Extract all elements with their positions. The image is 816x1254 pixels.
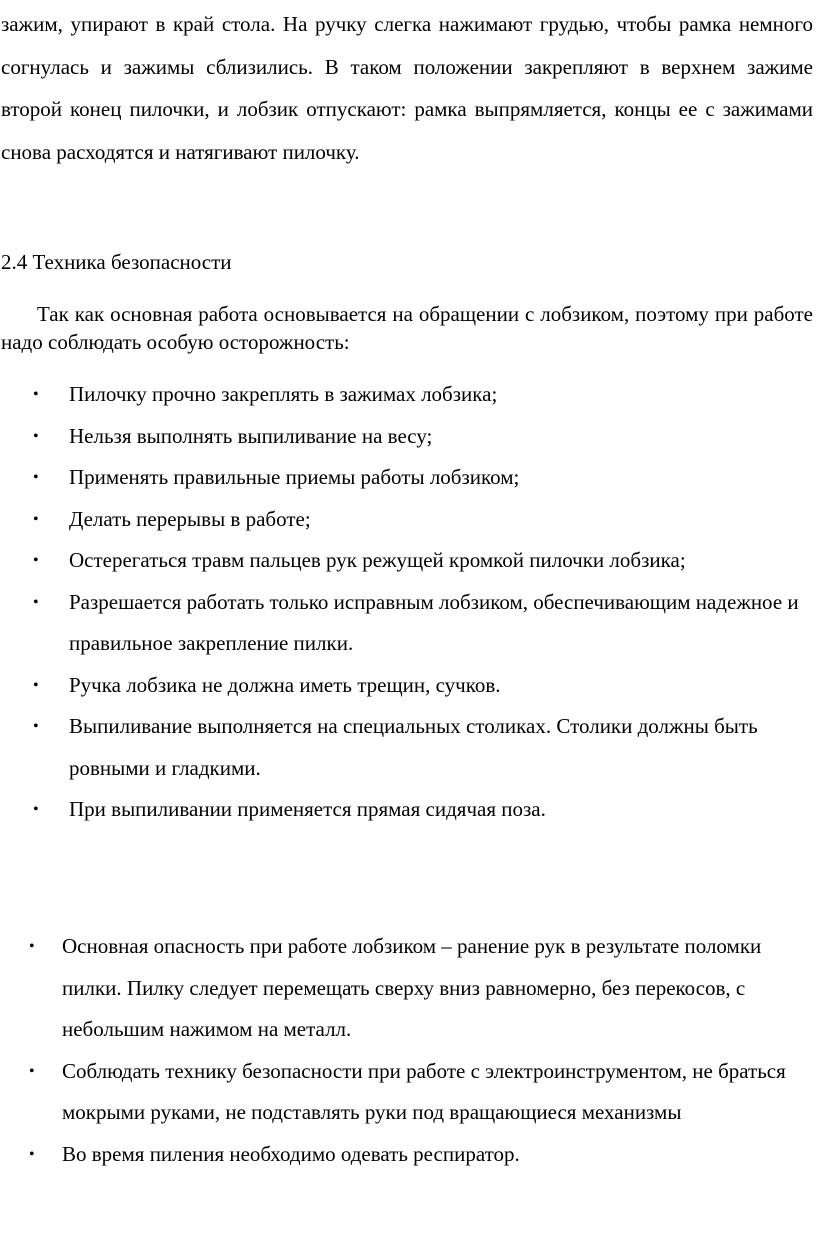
list-item [0, 665, 816, 707]
section-intro-paragraph: Так как основная работа основывается на обращении с лобзиком, поэтому при работе надо соблюдать особую осторожность: [1, 302, 813, 354]
bullet-icon: • [33, 718, 39, 735]
list-item-text: Соблюдать технику безопасности при работе с электроинструментом, не браться мокрыми руками, не подставлять руки под вращающиеся механизмы [62, 1058, 786, 1124]
bullet-icon: • [33, 386, 39, 403]
list-item [0, 499, 816, 541]
list-item-text: Остерегаться травм пальцев рук режущей кромкой пилочки лобзика; [69, 548, 686, 572]
bullet-icon: • [29, 1145, 35, 1163]
bullet-icon: • [33, 469, 39, 486]
bullet-icon: • [33, 427, 39, 445]
bullet-icon: • [33, 801, 39, 818]
list-item [0, 457, 816, 499]
list-item [0, 416, 816, 458]
safety-rules-list-1 [0, 374, 816, 831]
list-item [0, 789, 816, 831]
list-item-text: Выпиливание выполняется на специальных столиках. Столики должны быть ровными и гладкими. [69, 714, 758, 780]
bullet-icon: • [33, 552, 39, 569]
bullet-icon: • [33, 510, 39, 528]
list-item-text: Пилочку прочно закреплять в зажимах лобзика; [69, 382, 498, 406]
list-item [0, 1134, 816, 1176]
list-item [0, 926, 816, 1051]
list-item [0, 582, 816, 665]
list-item-text: Во время пиления необходимо одевать респиратор. [62, 1141, 520, 1166]
intro-paragraph: зажим, упирают в край стола. На ручку слегка нажимают грудью, чтобы рамка немного согнулась и зажимы сблизились. В таком положении закрепляют в верхнем зажиме второй конец пилочки, и лобзик отпускают: рамка выпрямляется, концы ее с зажимами снова расходятся и натягивают пилочку. [1, 12, 813, 164]
list-item [0, 706, 816, 789]
bullet-icon: • [33, 593, 39, 611]
list-item-text: Разрешается работать только исправным лобзиком, обеспечивающим надежное и правильное закрепление пилки. [69, 589, 799, 655]
section-heading: 2.4 Техника безопасности [1, 250, 232, 274]
list-item [0, 540, 816, 582]
list-item-text: Делать перерывы в работе; [69, 506, 311, 531]
list-item-text: Основная опасность при работе лобзиком – ранение рук в результате поломки пилки. Пилку следует перемещать сверху вниз равномерно, без перекосов, с небольшим нажимом на металл. [62, 934, 762, 1041]
safety-rules-list-2 [0, 926, 816, 1175]
bullet-icon: • [29, 1062, 35, 1080]
list-item [0, 374, 816, 416]
list-item-text: Применять правильные приемы работы лобзиком; [69, 465, 520, 489]
list-item-text: Нельзя выполнять выпиливание на весу; [69, 423, 433, 448]
list-item [0, 1051, 816, 1134]
bullet-icon: • [33, 676, 39, 694]
list-item-text: При выпиливании применяется прямая сидячая поза. [69, 797, 546, 821]
bullet-icon: • [29, 938, 35, 955]
list-item-text: Ручка лобзика не должна иметь трещин, сучков. [69, 672, 501, 697]
